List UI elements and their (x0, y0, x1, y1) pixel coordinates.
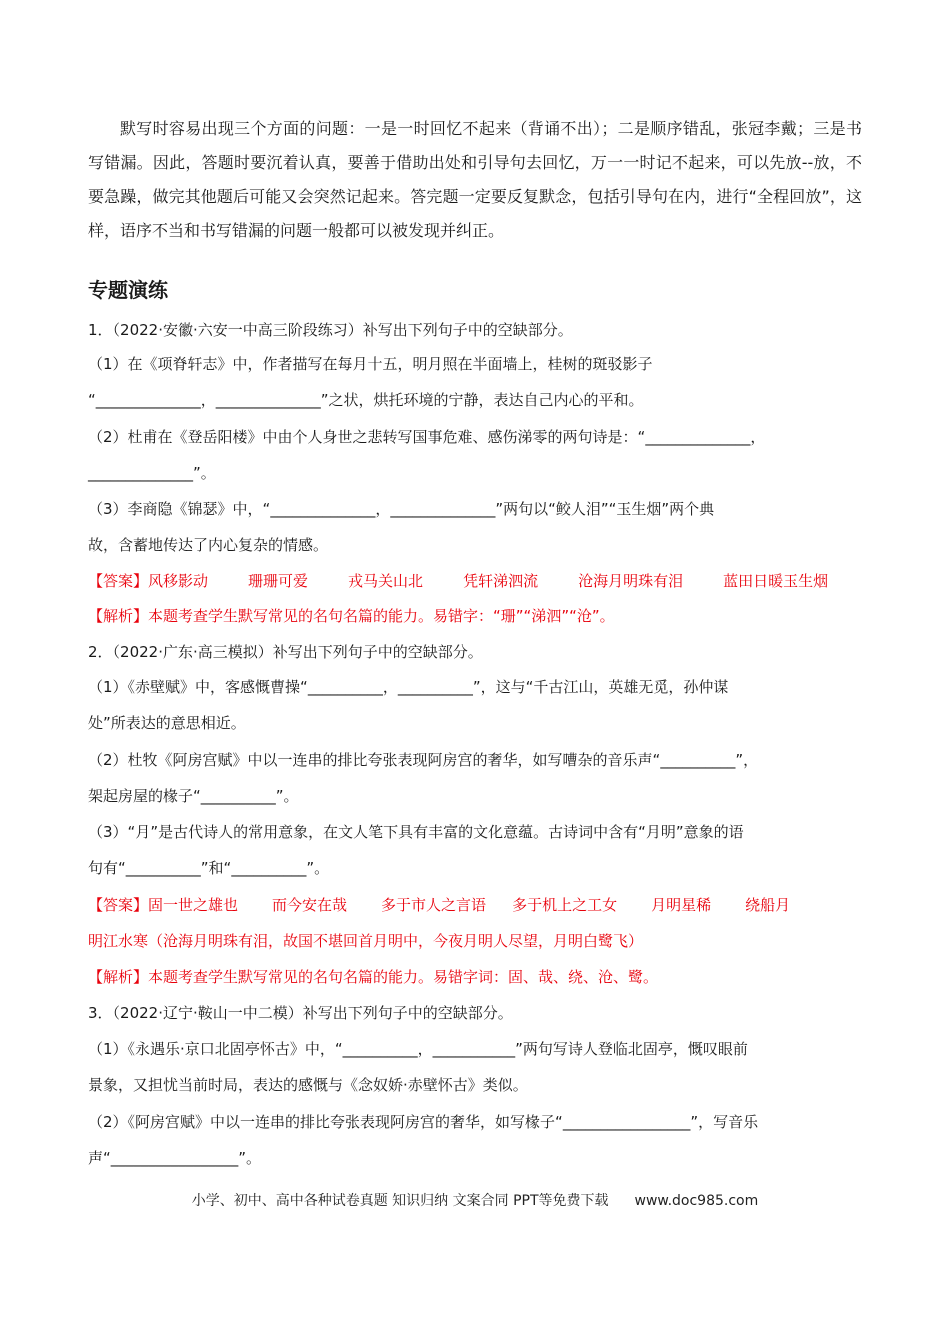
footer-text: 小学、初中、高中各种试卷真题 知识归纳 文案合同 PPT等免费下载 (191, 1193, 609, 1209)
q3-sub2-line1: （2）《阿房宫赋》中以一连串的排比夸张表现阿房宫的奢华，如写椽子“_________________”，写音乐 (88, 1113, 759, 1131)
q2-answer-item: 而今安在哉 (272, 896, 348, 914)
footer-link[interactable]: www.doc985.com (634, 1193, 759, 1209)
q2-answer-item: 多于机上之工女 (512, 896, 618, 914)
q2-sub2-line1: （2）杜牧《阿房宫赋》中以一连串的排比夸张表现阿房宫的奢华，如写嘈杂的音乐声“__________”， (88, 751, 759, 769)
q2-answer-item: 月明星稀 (651, 896, 712, 914)
q2-answer-item: 绕船月 (745, 896, 791, 914)
q1-analysis: 【解析】本题考查学生默写常见的名句名篇的能力。易错字：“珊”“涕泗”“沧”。 (88, 607, 615, 625)
q1-sub3-line2: 故，含蓄地传达了内心复杂的情感。 (88, 536, 329, 554)
q3-stem: 3．（2022·辽宁·鞍山一中二模）补写出下列句子中的空缺部分。 (88, 1004, 513, 1022)
q1-answer-item: 沧海月明珠有泪 (578, 572, 684, 590)
q1-sub1-line1: （1）在《项脊轩志》中，作者描写在每月十五，明月照在半面墙上，桂树的斑驳影子 (88, 355, 653, 373)
q3-sub2-line2: 声“_________________”。 (88, 1149, 262, 1167)
q2-sub1-line1: （1）《赤壁赋》中，客感慨曹操“__________，__________”，这与“千古江山，英雄无觅，孙仲谋 (88, 678, 729, 696)
q2-answer-continued: 明江水寒（沧海月明珠有泪，故国不堪回首月明中，今夜月明人尽望，月明白鹭飞） (88, 932, 644, 950)
q1-answer-item: 凭轩涕泗流 (463, 572, 539, 590)
section-title: 专题演练 (88, 278, 168, 302)
q2-sub2-line2: 架起房屋的椽子“__________”。 (88, 787, 299, 805)
intro-paragraph: 默写时容易出现三个方面的问题：一是一时回忆不起来（背诵不出）；二是顺序错乱，张冠李戴；三是书写错漏。因此，答题时要沉着认真，要善于借助出处和引导句去回忆，万一一时记不起来，可以先放--放，不要急躁，做完其他题后可能又会突然记起来。答完题一定要反复默念，包括引导句在内，进行“全程回放”，这样，语序不当和书写错漏的问题一般都可以被发现并纠正。 (88, 119, 862, 240)
q1-answer-item: 风移影动 (148, 572, 209, 590)
q1-answer-item: 蓝田日暖玉生烟 (723, 572, 829, 590)
q2-stem: 2．（2022·广东·高三模拟）补写出下列句子中的空缺部分。 (88, 643, 483, 661)
q1-answer (88, 569, 828, 593)
q2-answer-item: 固一世之雄也 (148, 896, 239, 914)
q2-sub3-line2: 句有“__________”和“__________”。 (88, 859, 330, 877)
q1-sub2-line2: ______________”。 (88, 464, 216, 482)
q1-answer-item: 戎马关山北 (348, 572, 424, 590)
q1-answer-label: 【答案】 (88, 572, 149, 590)
q2-sub3-line1: （3）“月”是古代诗人的常用意象，在文人笔下具有丰富的文化意蕴。古诗词中含有“月明”意象的语 (88, 823, 744, 841)
q1-sub2-line1: （2）杜甫在《登岳阳楼》中由个人身世之悲转写国事危难、感伤涕零的两句诗是：“______________， (88, 428, 766, 446)
page-footer (0, 1190, 950, 1212)
q2-answer (88, 893, 790, 917)
q1-stem: 1．（2022·安徽·六安一中高三阶段练习）补写出下列句子中的空缺部分。 (88, 321, 573, 339)
q2-answer-item: 多于市人之言语 (381, 896, 487, 914)
q2-analysis: 【解析】本题考查学生默写常见的名句名篇的能力。易错字词：固、哉、绕、沧、鹭。 (88, 968, 659, 986)
q1-sub3-line1: （3）李商隐《锦瑟》中，“______________，______________”两句以“鲛人泪”“玉生烟”两个典 (88, 500, 715, 518)
q2-sub1-line2: 处”所表达的意思相近。 (88, 714, 246, 732)
q3-sub1-line1: （1）《永遇乐·京口北固亭怀古》中，“__________，___________”两句写诗人登临北固亭，慨叹眼前 (88, 1040, 748, 1058)
q3-sub1-line2: 景象，又担忧当前时局，表达的感慨与《念奴娇·赤壁怀古》类似。 (88, 1076, 528, 1094)
q1-sub1-line2: “______________，______________”之状，烘托环境的宁静，表达自己内心的平和。 (88, 391, 644, 409)
q2-answer-label: 【答案】 (88, 896, 149, 914)
q1-answer-item: 珊珊可爱 (248, 572, 309, 590)
